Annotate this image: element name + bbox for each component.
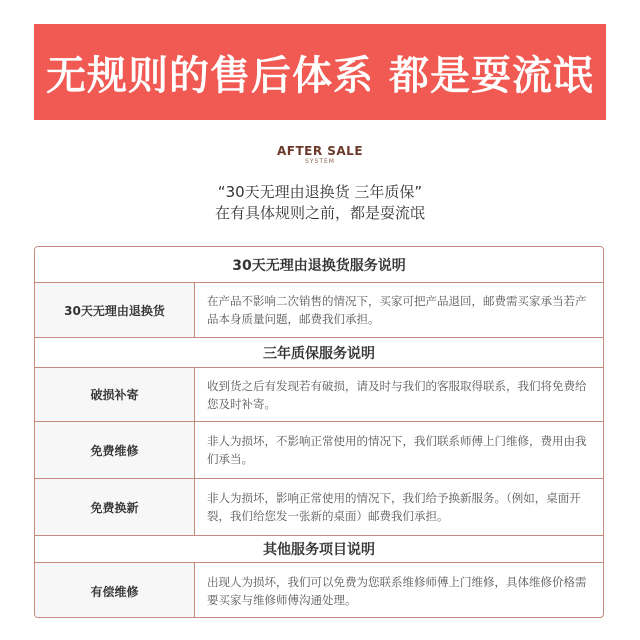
- table-row-repair: [35, 422, 603, 479]
- intro-line-2: 在有具体规则之前，都是耍流氓: [214, 204, 425, 222]
- row-description: 出现人为损坏，我们可以免费为您联系维修师傅上门维修，具体维修价格需要买家与维修师傅沟通处理。: [207, 575, 587, 607]
- headline-text: 无规则的售后体系 都是耍流氓: [46, 52, 594, 99]
- service-table: [34, 246, 604, 618]
- section-header-other: [35, 536, 603, 563]
- brand-subtitle: SYSTEM: [305, 158, 335, 165]
- section-title: 30天无理由退换货服务说明: [232, 257, 406, 274]
- row-description: 非人为损坏，不影响正常使用的情况下，我们联系师傅上门维修，费用由我们承当。: [207, 434, 587, 466]
- table-row-return30: [35, 283, 603, 338]
- headline-banner: [34, 24, 606, 120]
- intro-text: [0, 182, 640, 224]
- row-label: 有偿维修: [35, 563, 195, 618]
- row-label: 免费换新: [35, 479, 195, 535]
- brand-title: AFTER SALE: [276, 144, 364, 158]
- row-description: 在产品不影响二次销售的情况下，买家可把产品退回，邮费需买家承当若产品本身质量问题，邮费我们承担。: [207, 294, 587, 326]
- table-row-damage: [35, 368, 603, 422]
- table-row-replace: [35, 479, 603, 536]
- brand-mark: [0, 144, 640, 166]
- row-description: 收到货之后有发现若有破损，请及时与我们的客服取得联系，我们将免费给您及时补寄。: [207, 378, 587, 411]
- row-label: 破损补寄: [35, 368, 195, 421]
- row-description: 非人为损坏，影响正常使用的情况下，我们给予换新服务。（例如，桌面开裂，我们给您发一张新的桌面）邮费我们承担。: [207, 491, 581, 523]
- section-title: 三年质保服务说明: [263, 345, 375, 362]
- section-title: 其他服务项目说明: [263, 542, 375, 558]
- section-header-return: [35, 247, 603, 283]
- table-row-paid: [35, 563, 603, 618]
- intro-line-1: “30天无理由退换货 三年质保”: [217, 183, 423, 201]
- row-label: 免费维修: [35, 422, 195, 478]
- section-header-warranty: [35, 338, 603, 368]
- row-label: 30天无理由退换货: [35, 283, 195, 337]
